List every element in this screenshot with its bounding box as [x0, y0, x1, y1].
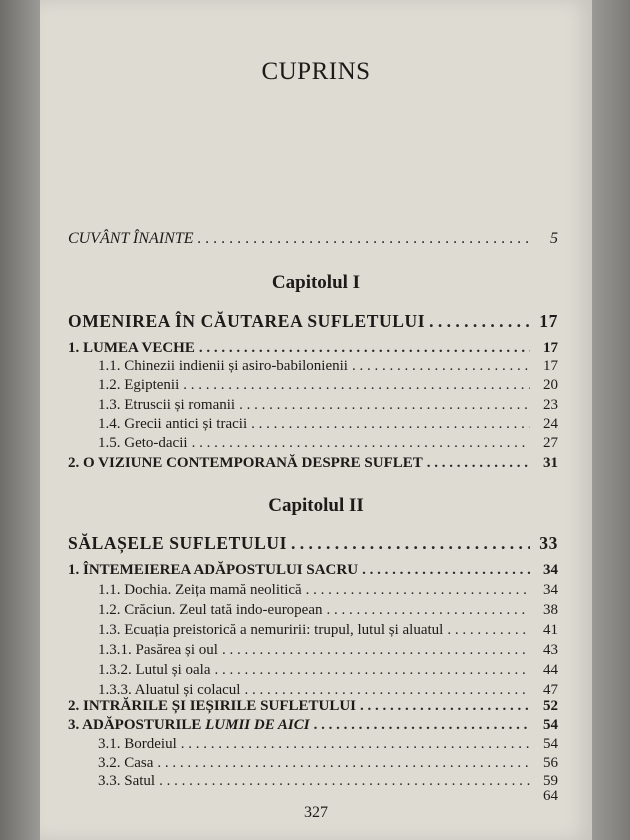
toc-entry-intro: [68, 230, 558, 248]
toc-entry-label: CUVÂNT ÎNAINTE: [68, 230, 194, 247]
toc-entry-label: 1. LUMEA VECHE: [68, 340, 195, 356]
toc-entry-page: 47: [543, 682, 558, 698]
leader-dots: [181, 736, 530, 753]
toc-entry-page: 20: [543, 377, 558, 393]
toc-entry-label-part: 3. ADĂPOSTURILE: [68, 717, 206, 733]
toc-entry-page: 33: [539, 533, 558, 553]
toc-entry: [98, 662, 558, 679]
leader-dots: [327, 602, 530, 619]
leader-dots: [427, 455, 530, 472]
toc-entry: [98, 602, 558, 619]
chapter-heading: Capitolul II: [268, 495, 364, 516]
toc-entry-label: 1.3.1. Pasărea și oul: [98, 642, 218, 658]
book-page: [40, 0, 592, 840]
toc-entry-page: 52: [543, 698, 558, 714]
leader-dots: [352, 358, 530, 375]
chapter-title: [68, 311, 558, 332]
toc-entry: [98, 642, 558, 659]
toc-entry-label: 1.3.2. Lutul și oala: [98, 662, 211, 678]
toc-entry: [98, 416, 558, 433]
toc-entry-label: 3.2. Casa: [98, 755, 154, 771]
toc-entry-page: 34: [543, 562, 558, 578]
toc-entry: [68, 340, 558, 357]
page-title: CUPRINS: [261, 58, 371, 85]
leader-dots: [192, 435, 530, 452]
toc-entry-label: 1. ÎNTEMEIEREA ADĂPOSTULUI SACRU: [68, 562, 359, 578]
leader-dots: [157, 755, 530, 772]
leader-dots: [215, 662, 531, 679]
toc-entry-page: 43: [543, 642, 558, 658]
toc-entry-page: 23: [543, 397, 558, 413]
toc-entry: [98, 736, 558, 753]
toc-entry: [98, 358, 558, 375]
toc-entry: [98, 682, 558, 699]
toc-entry: [98, 435, 558, 452]
toc-entry-page: 5: [550, 230, 558, 247]
toc-entry-label: 1.2. Egiptenii: [98, 377, 180, 393]
leader-dots: [291, 533, 530, 554]
toc-entry-label: 3.3. Satul: [98, 773, 156, 789]
toc-entry: [98, 397, 558, 414]
toc-entry-label: [68, 717, 310, 734]
leader-dots: [199, 340, 530, 357]
chapter-heading: Capitolul I: [271, 272, 361, 293]
book-gutter-shadow: [0, 0, 40, 840]
toc-entry-page: 41: [543, 622, 558, 638]
toc-entry-page: 27: [543, 435, 558, 451]
toc-entry: [68, 562, 558, 579]
toc-entry-label: OMENIREA ÎN CĂUTAREA SUFLETULUI: [68, 311, 426, 331]
toc-entry-label: 3.1. Bordeiul: [98, 736, 177, 752]
toc-entry: [68, 455, 558, 472]
toc-entry-label: 1.1. Chinezii indienii și asiro-babilonienii: [98, 358, 348, 374]
toc-entry: [98, 377, 558, 394]
toc-entry-page: 59: [543, 773, 558, 789]
leader-dots: [198, 230, 531, 248]
toc-entry: [98, 582, 558, 599]
leader-dots: [429, 311, 530, 332]
leader-dots: [362, 562, 530, 579]
leader-dots: [306, 582, 530, 599]
toc-entry-page: 54: [543, 717, 558, 733]
toc-entry-label: 1.4. Grecii antici și tracii: [98, 416, 248, 432]
chapter-title: [68, 533, 558, 554]
toc-entry: [98, 788, 558, 805]
toc-entry: [98, 755, 558, 772]
toc-entry-page: 17: [539, 311, 558, 331]
toc-entry: [68, 698, 558, 715]
toc-entry-page: 44: [543, 662, 558, 678]
toc-entry-page: 54: [543, 736, 558, 752]
toc-entry-label-italic: LUMII DE AICI: [205, 717, 310, 733]
toc-entry-page: 38: [543, 602, 558, 618]
toc-entry-page: 64: [543, 788, 558, 804]
toc-entry: [98, 622, 558, 639]
leader-dots: [222, 642, 530, 659]
toc-entry-page: 17: [543, 340, 558, 356]
leader-dots: [447, 622, 530, 639]
toc-entry-page: 56: [543, 755, 558, 771]
toc-entry-page: 17: [543, 358, 558, 374]
toc-entry-label: 2. O VIZIUNE CONTEMPORANĂ DESPRE SUFLET: [68, 455, 423, 471]
toc-entry-label: 1.3. Ecuația preistorică a nemuririi: trupul, lutul și aluatul: [98, 622, 444, 638]
toc-entry-label: 1.1. Dochia. Zeița mamă neolitică: [98, 582, 302, 598]
toc-entry-page: 31: [543, 455, 558, 471]
toc-entry-page: 34: [543, 582, 558, 598]
page-number: 327: [304, 804, 328, 821]
toc-entry-label: 2. INTRĂRILE ȘI IEȘIRILE SUFLETULUI: [68, 698, 357, 714]
leader-dots: [251, 416, 530, 433]
toc-entry: [68, 717, 558, 734]
book-edge-shadow: [592, 0, 630, 840]
toc-entry-label: 1.3. Etruscii și romanii: [98, 397, 236, 413]
toc-entry-label: 1.2. Crăciun. Zeul tată indo-european: [98, 602, 323, 618]
toc-entry-label: 1.3.3. Aluatul și colacul: [98, 682, 241, 698]
leader-dots: [239, 397, 530, 414]
leader-dots: [244, 682, 530, 699]
toc-entry-label: 1.5. Geto-dacii: [98, 435, 188, 451]
leader-dots: [314, 717, 530, 734]
leader-dots: [360, 698, 530, 715]
toc-entry-label: SĂLAȘELE SUFLETULUI: [68, 533, 288, 553]
toc-entry-page: 24: [543, 416, 558, 432]
leader-dots: [183, 377, 530, 394]
